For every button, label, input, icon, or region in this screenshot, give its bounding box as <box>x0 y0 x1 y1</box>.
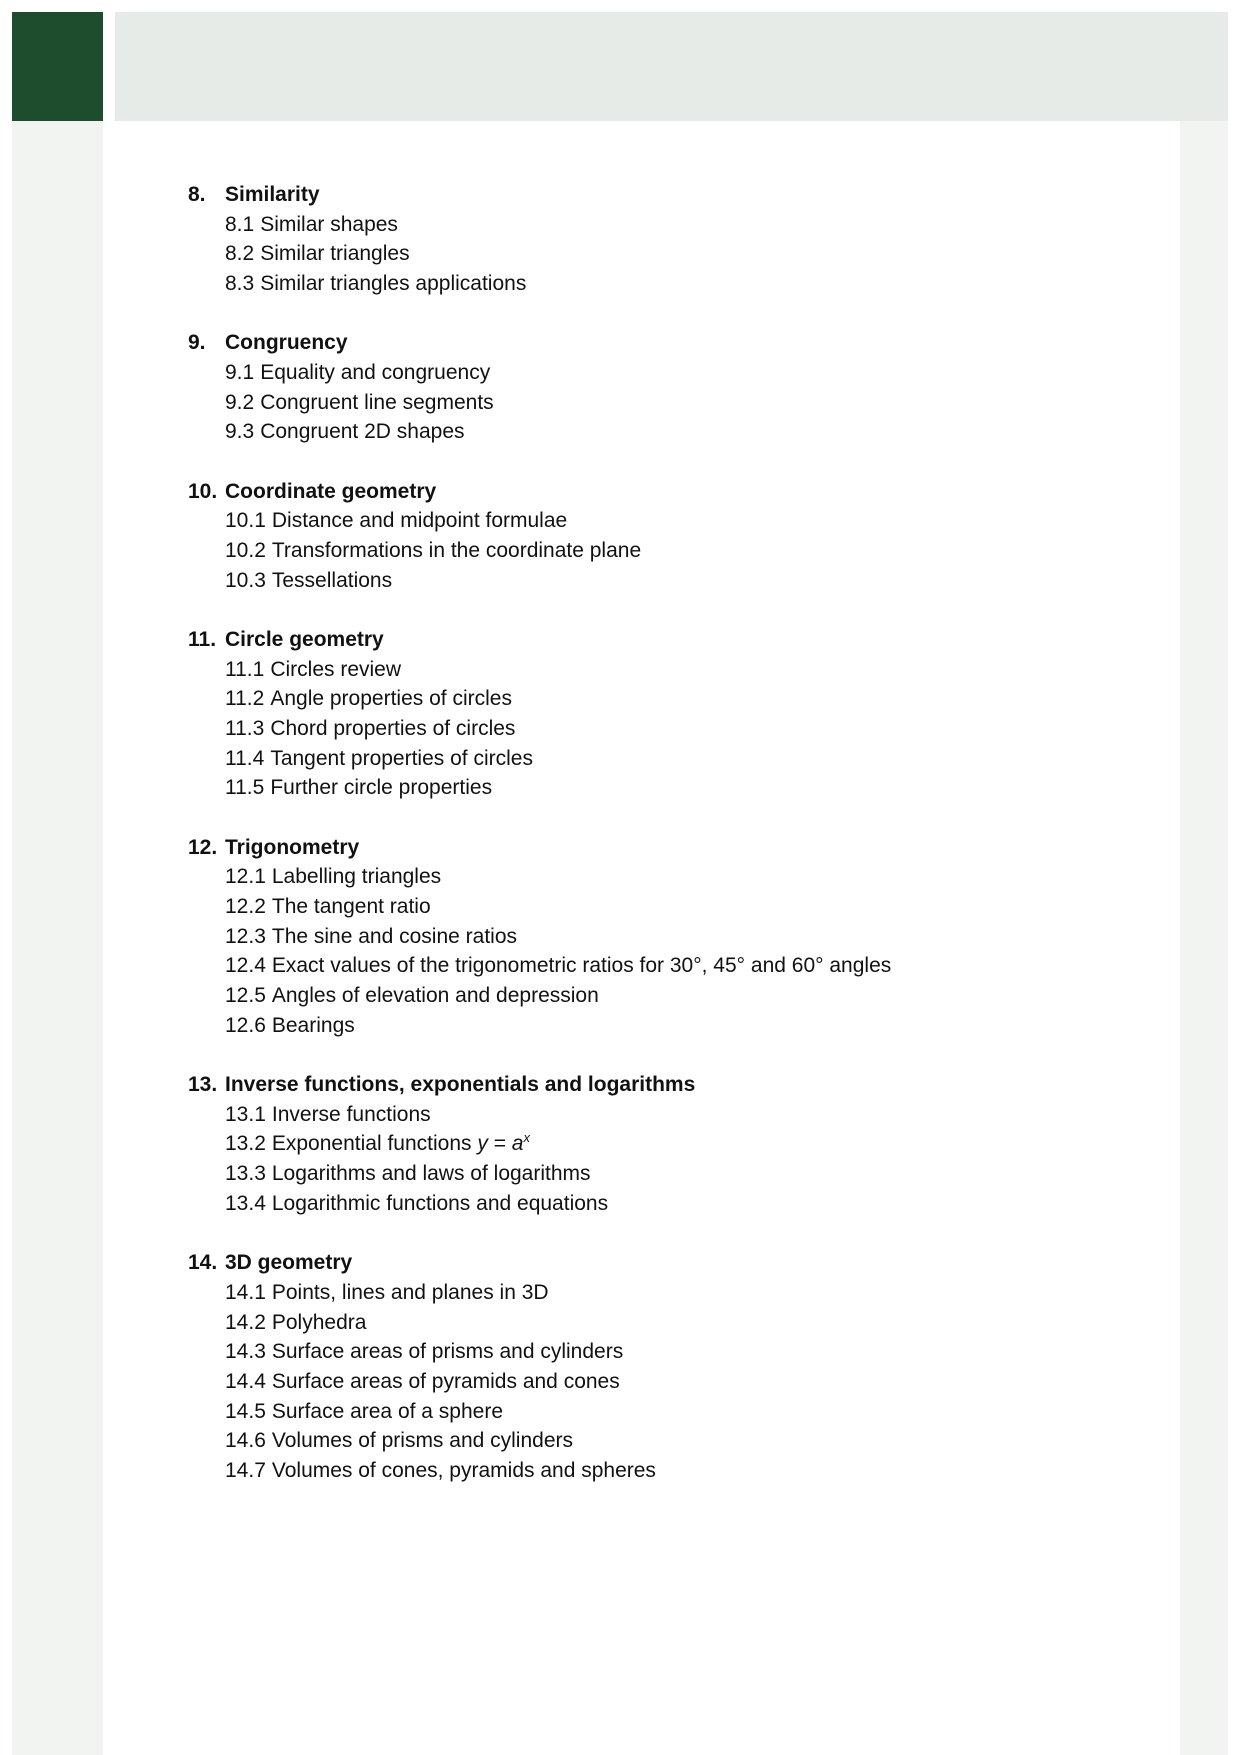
section-title: Surface areas of pyramids and cones <box>271 1369 620 1393</box>
toc-section-item[interactable] <box>225 269 1148 299</box>
chapter-heading[interactable] <box>188 477 1148 507</box>
toc-section-item[interactable] <box>225 536 1148 566</box>
chapter-number: 9. <box>188 331 206 355</box>
section-number: 11.1 <box>225 657 265 681</box>
section-title: Polyhedra <box>271 1310 367 1334</box>
chapter-title: 3D geometry <box>225 1251 353 1275</box>
section-number: 13.2 <box>225 1132 266 1156</box>
section-title: Equality and congruency <box>260 361 491 385</box>
toc-chapter <box>188 477 1148 596</box>
chapter-heading[interactable] <box>188 833 1148 863</box>
section-title: Exponential functions <box>271 1132 472 1156</box>
section-number: 11.2 <box>225 687 265 711</box>
section-title: Distance and midpoint formulae <box>271 509 568 533</box>
section-number: 14.6 <box>225 1429 266 1453</box>
chapter-title: Inverse functions, exponentials and logarithms <box>225 1073 696 1097</box>
section-title: Logarithmic functions and equations <box>271 1191 609 1215</box>
toc-section-item[interactable] <box>225 417 1148 447</box>
toc-chapter <box>188 1070 1148 1219</box>
section-list <box>188 1100 1148 1219</box>
section-number: 12.6 <box>225 1013 266 1037</box>
section-list <box>188 506 1148 595</box>
section-number: 11.5 <box>225 776 265 800</box>
section-title: Volumes of cones, pyramids and spheres <box>271 1459 656 1483</box>
toc-section-item[interactable] <box>225 744 1148 774</box>
section-number: 9.2 <box>225 390 255 414</box>
toc-section-item[interactable] <box>225 506 1148 536</box>
toc-section-item[interactable] <box>225 1397 1148 1427</box>
section-number: 11.3 <box>225 717 265 741</box>
toc-section-item[interactable] <box>225 1367 1148 1397</box>
chapter-heading[interactable] <box>188 1070 1148 1100</box>
section-title: Similar shapes <box>260 212 398 236</box>
toc-section-item[interactable] <box>225 684 1148 714</box>
section-number: 8.1 <box>225 212 255 236</box>
section-number: 14.1 <box>225 1280 266 1304</box>
toc-section-item[interactable] <box>225 981 1148 1011</box>
section-list <box>188 358 1148 447</box>
toc-section-item[interactable] <box>225 862 1148 892</box>
toc-section-item[interactable] <box>225 1011 1148 1041</box>
section-list <box>188 862 1148 1040</box>
chapter-title: Circle geometry <box>225 627 384 651</box>
section-list <box>188 210 1148 299</box>
formula-exponent <box>523 1130 530 1145</box>
toc-chapter <box>188 180 1148 299</box>
toc-section-item[interactable] <box>225 210 1148 240</box>
chapter-title: Similarity <box>225 183 320 206</box>
toc-section-item[interactable] <box>225 1100 1148 1130</box>
toc-chapter <box>188 328 1148 447</box>
toc-chapter <box>188 1248 1148 1486</box>
toc-chapter <box>188 625 1148 803</box>
section-number: 14.5 <box>225 1399 266 1423</box>
section-title: Surface area of a sphere <box>271 1399 504 1423</box>
section-number: 13.4 <box>225 1191 266 1215</box>
section-number: 9.3 <box>225 420 255 444</box>
left-margin-strip <box>12 12 103 1755</box>
toc-section-item[interactable] <box>225 1337 1148 1367</box>
chapter-heading[interactable] <box>188 625 1148 655</box>
chapter-heading[interactable] <box>188 328 1148 358</box>
section-title: Further circle properties <box>270 776 493 800</box>
chapter-heading[interactable] <box>188 180 1148 210</box>
section-number: 14.7 <box>225 1459 266 1483</box>
section-list <box>188 1278 1148 1486</box>
section-number: 12.2 <box>225 895 266 919</box>
section-number: 14.3 <box>225 1340 266 1364</box>
section-number: 11.4 <box>225 746 265 770</box>
section-title: Bearings <box>271 1013 355 1037</box>
chapter-title: Trigonometry <box>225 835 360 859</box>
toc-section-item[interactable] <box>225 1456 1148 1486</box>
header-band <box>115 12 1228 121</box>
section-title: Congruent 2D shapes <box>260 420 465 444</box>
section-number: 12.3 <box>225 924 266 948</box>
chapter-title: Congruency <box>225 331 348 355</box>
toc-section-item[interactable] <box>225 566 1148 596</box>
chapter-number: 12. <box>188 835 218 859</box>
section-number: 12.4 <box>225 954 266 978</box>
section-title: Labelling triangles <box>271 865 442 889</box>
toc-section-item[interactable] <box>225 655 1148 685</box>
section-number: 14.4 <box>225 1369 266 1393</box>
chapter-color-tab <box>12 12 103 121</box>
section-number: 10.2 <box>225 539 266 563</box>
right-margin-strip <box>1180 121 1228 1755</box>
toc-section-item[interactable] <box>225 358 1148 388</box>
section-title: Points, lines and planes in 3D <box>271 1280 549 1304</box>
section-title: Exact values of the trigonometric ratios for 30°, 45° and 60° angles <box>271 954 892 978</box>
section-title: Inverse functions <box>271 1102 431 1126</box>
toc-section-item[interactable] <box>225 922 1148 952</box>
toc-section-item[interactable] <box>225 951 1148 981</box>
section-number: 12.5 <box>225 984 266 1008</box>
section-title: Similar triangles applications <box>260 272 527 296</box>
toc-section-item[interactable] <box>225 1159 1148 1189</box>
section-number: 8.2 <box>225 242 255 266</box>
section-title: Similar triangles <box>260 242 410 266</box>
formula-exponent-symbol: x <box>523 1130 530 1146</box>
toc-section-item[interactable] <box>225 1426 1148 1456</box>
section-number: 14.2 <box>225 1310 266 1334</box>
formula-variable: y <box>477 1132 488 1156</box>
section-title: Chord properties of circles <box>270 717 516 741</box>
toc-section-item[interactable] <box>225 1189 1148 1219</box>
chapter-number: 8. <box>188 183 206 206</box>
section-title: Transformations in the coordinate plane <box>271 539 642 563</box>
section-title: Surface areas of prisms and cylinders <box>271 1340 624 1364</box>
section-number: 13.3 <box>225 1162 266 1186</box>
section-title: Congruent line segments <box>260 390 494 414</box>
formula-equals: = <box>487 1132 512 1156</box>
formula-base: a <box>511 1132 524 1156</box>
chapter-number: 13. <box>188 1073 218 1097</box>
section-title: The sine and cosine ratios <box>271 924 518 948</box>
section-number: 10.3 <box>225 568 266 592</box>
section-number: 12.1 <box>225 865 266 889</box>
section-title: Tessellations <box>271 568 393 592</box>
toc-section-item[interactable] <box>225 388 1148 418</box>
section-number: 10.1 <box>225 509 266 533</box>
table-of-contents <box>188 180 1148 1515</box>
toc-section-item[interactable] <box>225 892 1148 922</box>
chapter-title: Coordinate geometry <box>225 479 437 503</box>
section-number: 8.3 <box>225 272 255 296</box>
section-title: Angles of elevation and depression <box>271 984 599 1008</box>
section-title: Logarithms and laws of logarithms <box>271 1162 591 1186</box>
section-title: Circles review <box>270 657 402 681</box>
section-title: The tangent ratio <box>271 895 431 919</box>
section-number: 13.1 <box>225 1102 266 1126</box>
section-number: 9.1 <box>225 361 255 385</box>
chapter-heading[interactable] <box>188 1248 1148 1278</box>
toc-section-item[interactable] <box>225 1278 1148 1308</box>
toc-section-item[interactable] <box>225 239 1148 269</box>
math-formula <box>472 1132 530 1155</box>
section-title: Angle properties of circles <box>270 687 512 711</box>
section-title: Tangent properties of circles <box>270 746 533 770</box>
toc-section-item[interactable] <box>225 1308 1148 1338</box>
toc-section-item[interactable] <box>225 1129 1148 1159</box>
section-title: Volumes of prisms and cylinders <box>271 1429 574 1453</box>
chapter-number: 11. <box>188 627 217 651</box>
toc-section-item[interactable] <box>225 773 1148 803</box>
section-list <box>188 655 1148 804</box>
chapter-number: 10. <box>188 479 218 503</box>
chapter-number: 14. <box>188 1251 218 1275</box>
toc-chapter <box>188 833 1148 1041</box>
toc-section-item[interactable] <box>225 714 1148 744</box>
